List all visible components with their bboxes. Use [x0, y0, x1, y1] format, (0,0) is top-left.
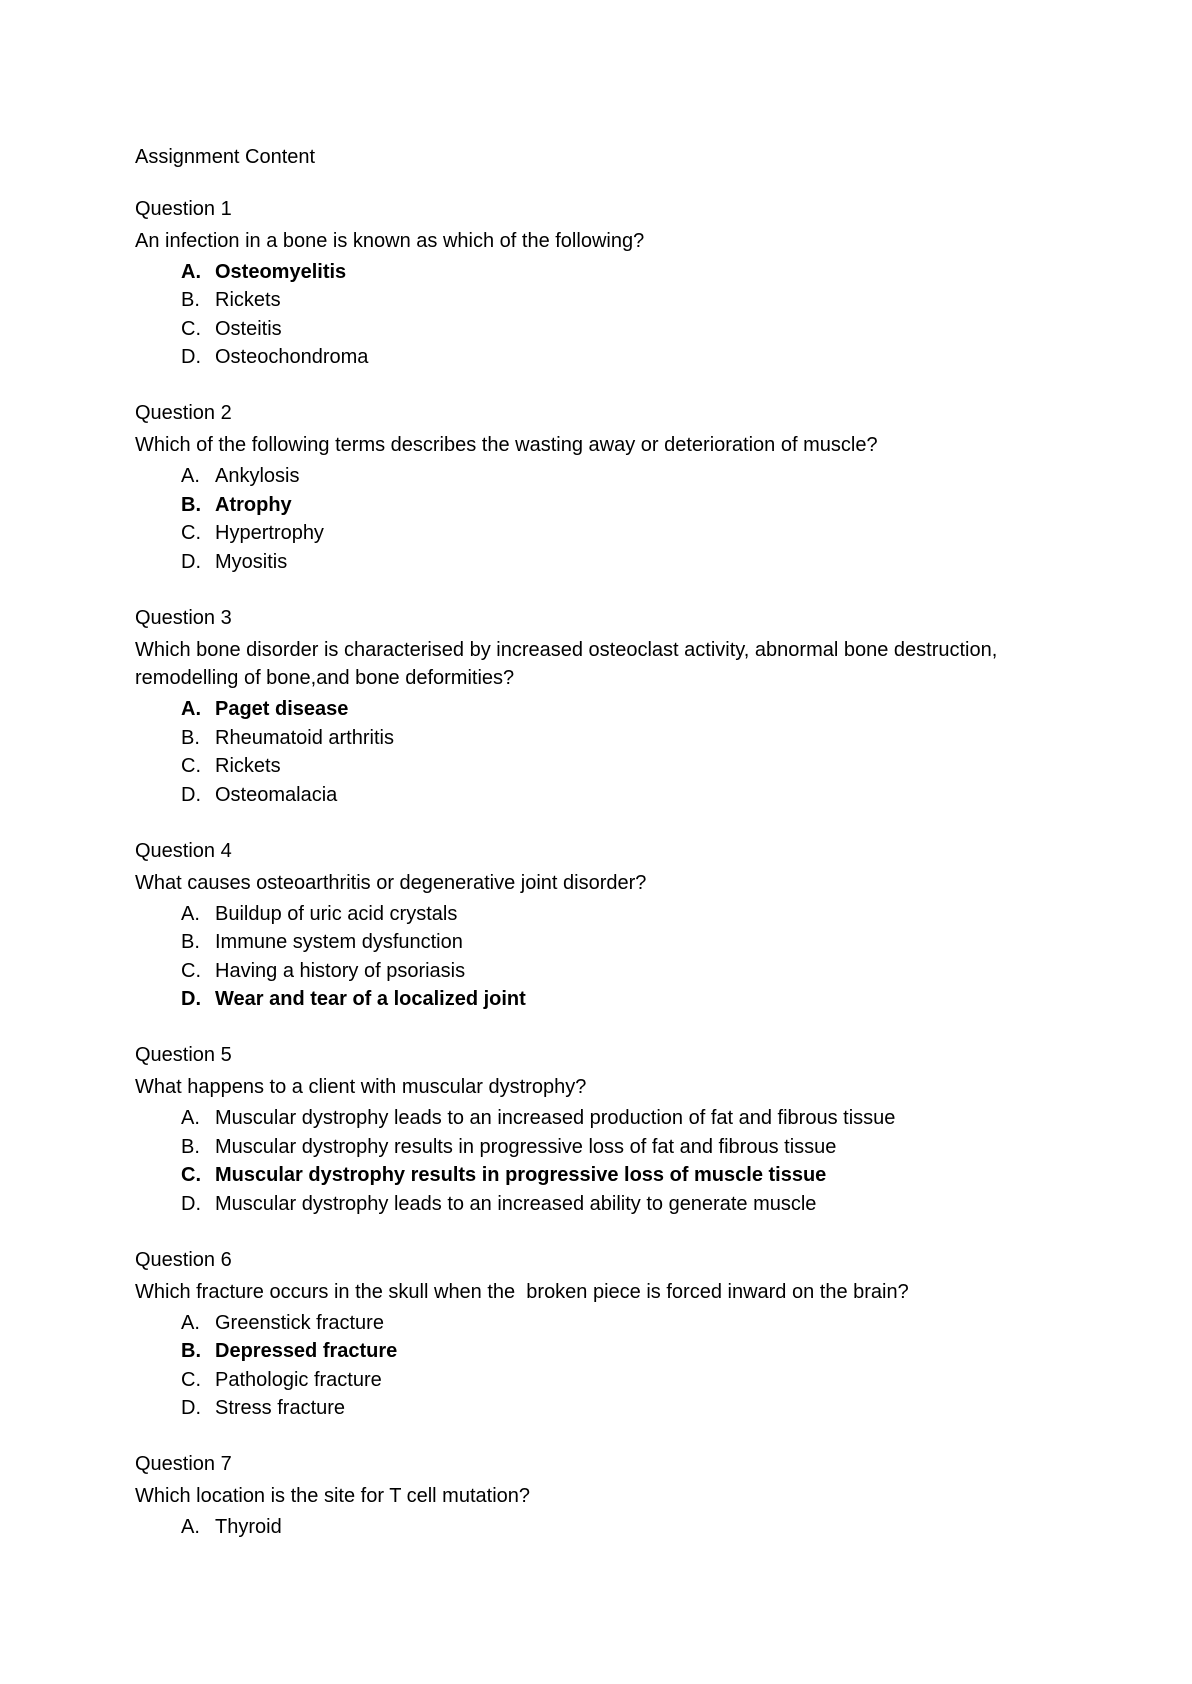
options-list: [135, 1309, 1035, 1423]
question-block-5: [135, 1041, 1035, 1218]
option-letter: D.: [181, 1192, 201, 1215]
question-number: Question 5: [135, 1044, 232, 1066]
option-text: Muscular dystrophy results in progressive loss of fat and fibrous tissue: [215, 1135, 837, 1158]
option-b: [135, 928, 1035, 957]
question-number: Question 6: [135, 1248, 232, 1271]
option-letter: C.: [181, 1368, 201, 1391]
assignment-content: [135, 143, 1035, 1542]
option-letter: B.: [181, 1340, 201, 1362]
question-text: What causes osteoarthritis or degenerative joint disorder?: [135, 871, 647, 894]
option-text: Thyroid: [215, 1516, 282, 1538]
option-text: Rickets: [215, 289, 281, 311]
option-text: Depressed fracture: [215, 1340, 398, 1362]
question-text: Which location is the site for T cell mutation?: [135, 1485, 530, 1507]
question-text: What happens to a client with muscular dystrophy?: [135, 1076, 587, 1098]
option-text: Osteomalacia: [215, 783, 338, 806]
question-text: Which bone disorder is characterised by increased osteoclast activity, abnormal bone destruction, remodelling of bone,and bone deformities?: [135, 638, 1003, 689]
options-list: [135, 462, 1035, 576]
option-a: [135, 900, 1035, 929]
question-number: Question 7: [135, 1453, 232, 1475]
option-text: Osteomyelitis: [215, 260, 347, 283]
option-letter: A.: [181, 1516, 200, 1538]
options-list: [135, 900, 1035, 1014]
option-c: [135, 315, 1035, 344]
option-letter: D.: [181, 346, 201, 368]
option-d: [135, 985, 1035, 1014]
option-letter: D.: [181, 783, 201, 806]
option-d: [135, 343, 1035, 372]
option-letter: B.: [181, 1135, 200, 1158]
option-text: Stress fracture: [215, 1397, 346, 1419]
question-block-4: [135, 837, 1035, 1014]
question-block-3: [135, 604, 1035, 810]
option-b: [135, 1133, 1035, 1162]
option-letter: D.: [181, 988, 201, 1010]
question-number: Question 2: [135, 402, 232, 424]
option-letter: B.: [181, 931, 200, 953]
option-letter: A.: [181, 465, 200, 487]
option-text: Myositis: [215, 550, 288, 573]
option-letter: A.: [181, 1311, 200, 1334]
option-text: Paget disease: [215, 698, 349, 720]
option-a: [135, 695, 1035, 724]
document-title: Assignment Content: [135, 146, 316, 168]
option-b: [135, 491, 1035, 520]
option-text: Atrophy: [215, 493, 292, 516]
option-text: Having a history of psoriasis: [215, 959, 466, 982]
option-letter: A.: [181, 902, 200, 925]
question-number: Question 1: [135, 197, 232, 220]
option-text: Pathologic fracture: [215, 1368, 382, 1391]
option-d: [135, 548, 1035, 577]
option-text: Osteitis: [215, 317, 282, 340]
question-number: Question 3: [135, 606, 232, 629]
option-c: [135, 752, 1035, 781]
option-letter: C.: [181, 522, 201, 544]
option-b: [135, 1337, 1035, 1366]
option-text: Greenstick fracture: [215, 1311, 384, 1334]
option-text: Osteochondroma: [215, 346, 369, 368]
options-list: [135, 1104, 1035, 1218]
question-text: Which fracture occurs in the skull when the broken piece is forced inward on the brain?: [135, 1280, 909, 1303]
option-letter: C.: [181, 317, 201, 340]
option-text: Rickets: [215, 755, 281, 777]
option-letter: C.: [181, 959, 201, 982]
option-letter: B.: [181, 289, 200, 311]
option-text: Muscular dystrophy leads to an increased production of fat and fibrous tissue: [215, 1107, 896, 1129]
options-list: [135, 1513, 1035, 1542]
option-c: [135, 519, 1035, 548]
option-b: [135, 286, 1035, 315]
option-letter: A.: [181, 260, 201, 283]
options-list: [135, 695, 1035, 809]
option-d: [135, 781, 1035, 810]
option-letter: A.: [181, 698, 201, 720]
option-a: [135, 1513, 1035, 1542]
question-text: An infection in a bone is known as which of the following?: [135, 229, 645, 252]
question-number: Question 4: [135, 839, 232, 862]
option-letter: B.: [181, 493, 201, 516]
option-letter: A.: [181, 1107, 200, 1129]
option-c: [135, 1161, 1035, 1190]
option-text: Hypertrophy: [215, 522, 324, 544]
question-block-6: [135, 1246, 1035, 1423]
option-a: [135, 258, 1035, 287]
option-letter: B.: [181, 726, 200, 749]
question-block-7: [135, 1450, 1035, 1542]
options-list: [135, 258, 1035, 372]
question-block-2: [135, 399, 1035, 576]
option-text: Immune system dysfunction: [215, 931, 463, 953]
option-text: Ankylosis: [215, 465, 300, 487]
option-letter: C.: [181, 755, 201, 777]
option-b: [135, 724, 1035, 753]
option-text: Muscular dystrophy results in progressive loss of muscle tissue: [215, 1164, 827, 1186]
option-a: [135, 462, 1035, 491]
option-letter: D.: [181, 1397, 201, 1419]
option-a: [135, 1309, 1035, 1338]
option-letter: D.: [181, 550, 201, 573]
option-d: [135, 1190, 1035, 1219]
option-d: [135, 1394, 1035, 1423]
option-letter: C.: [181, 1164, 201, 1186]
option-text: Rheumatoid arthritis: [215, 726, 394, 749]
option-a: [135, 1104, 1035, 1133]
question-block-1: [135, 195, 1035, 372]
option-text: Muscular dystrophy leads to an increased ability to generate muscle: [215, 1192, 817, 1215]
option-text: Buildup of uric acid crystals: [215, 902, 458, 925]
question-text: Which of the following terms describes the wasting away or deterioration of muscle?: [135, 434, 878, 456]
option-text: Wear and tear of a localized joint: [215, 988, 526, 1010]
option-c: [135, 957, 1035, 986]
option-c: [135, 1366, 1035, 1395]
